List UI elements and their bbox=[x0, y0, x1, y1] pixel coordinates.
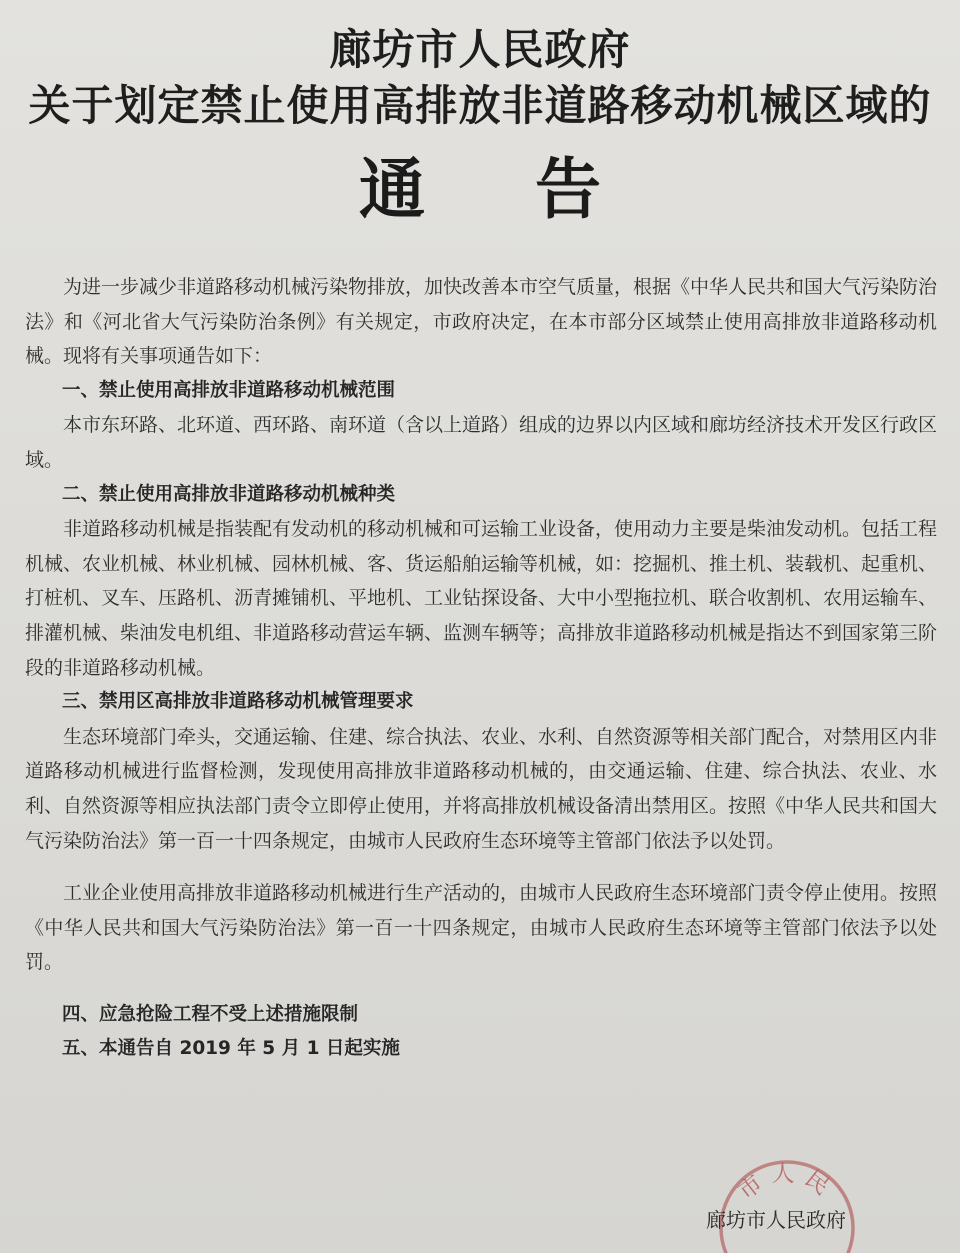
intro-paragraph: 为进一步减少非道路移动机械污染物排放，加快改善本市空气质量，根据《中华人民共和国大气污染防治法》和《河北省大气污染防治条例》有关规定，市政府决定，在本市部分区域禁止使用高排放非道路移动机械。现将有关事项通告如下： bbox=[25, 276, 938, 368]
notice-subject-title: 关于划定禁止使用高排放非道路移动机械区域的 bbox=[28, 81, 932, 130]
section-heading-effective-date: 五、本通告自 2019 年 5 月 1 日起实施 bbox=[62, 1038, 400, 1060]
section-heading-scope: 一、禁止使用高排放非道路移动机械范围 bbox=[62, 379, 396, 401]
issuer-title: 廊坊市人民政府 bbox=[329, 25, 631, 74]
paragraph-gap bbox=[25, 980, 937, 998]
paragraph-gap bbox=[25, 858, 937, 876]
section-heading-emergency: 四、应急抢险工程不受上述措施限制 bbox=[62, 1003, 359, 1025]
official-seal-icon bbox=[712, 1148, 862, 1253]
section-heading-types: 二、禁止使用高排放非道路移动机械种类 bbox=[62, 483, 396, 505]
svg-text:市人民: 市人民 bbox=[733, 1161, 841, 1206]
section-paragraph-management-1: 生态环境部门牵头，交通运输、住建、综合执法、农业、水利、自然资源等相关部门配合，对禁用区内非道路移动机械进行监督检测，发现使用高排放非道路移动机械的，由交通运输、住建、综合执法、农业、水利、自然资源等相应执法部门责令立即停止使用，并将高排放机械设备清出禁用区。按照《中华人民共和国大气污染防治法》第一百一十四条规定，由城市人民政府生态环境等主管部门依法予以处罚。 bbox=[25, 725, 938, 852]
section-paragraph-management-2: 工业企业使用高排放非道路移动机械进行生产活动的，由城市人民政府生态环境部门责令停止使用。按照《中华人民共和国大气污染防治法》第一百一十四条规定，由城市人民政府生态环境等主管部门依法予以处罚。 bbox=[25, 882, 938, 974]
document-header bbox=[0, 22, 960, 226]
notice-body bbox=[25, 270, 937, 1067]
section-heading-management: 三、禁用区高排放非道路移动机械管理要求 bbox=[62, 691, 414, 713]
signature: 廊坊市人民政府 bbox=[706, 1208, 846, 1232]
section-paragraph-scope: 本市东环路、北环道、西环路、南环道（含以上道路）组成的边界以内区域和廊坊经济技术开发区行政区域。 bbox=[25, 414, 938, 471]
section-paragraph-types: 非道路移动机械是指装配有发动机的移动机械和可运输工业设备，使用动力主要是柴油发动机。包括工程机械、农业机械、林业机械、园林机械、客、货运船舶运输等机械，如：挖掘机、推土机、装载机、起重机、打桩机、叉车、压路机、沥青摊铺机、平地机、工业钻探设备、大中小型拖拉机、联合收割机、农用运输车、排灌机械、柴油发电机组、非道路移动营运车辆、监测车辆等；高排放非道路移动机械是指达不到国家第三阶段的非道路移动机械。 bbox=[25, 518, 938, 679]
notice-title: 通告 bbox=[359, 150, 711, 228]
